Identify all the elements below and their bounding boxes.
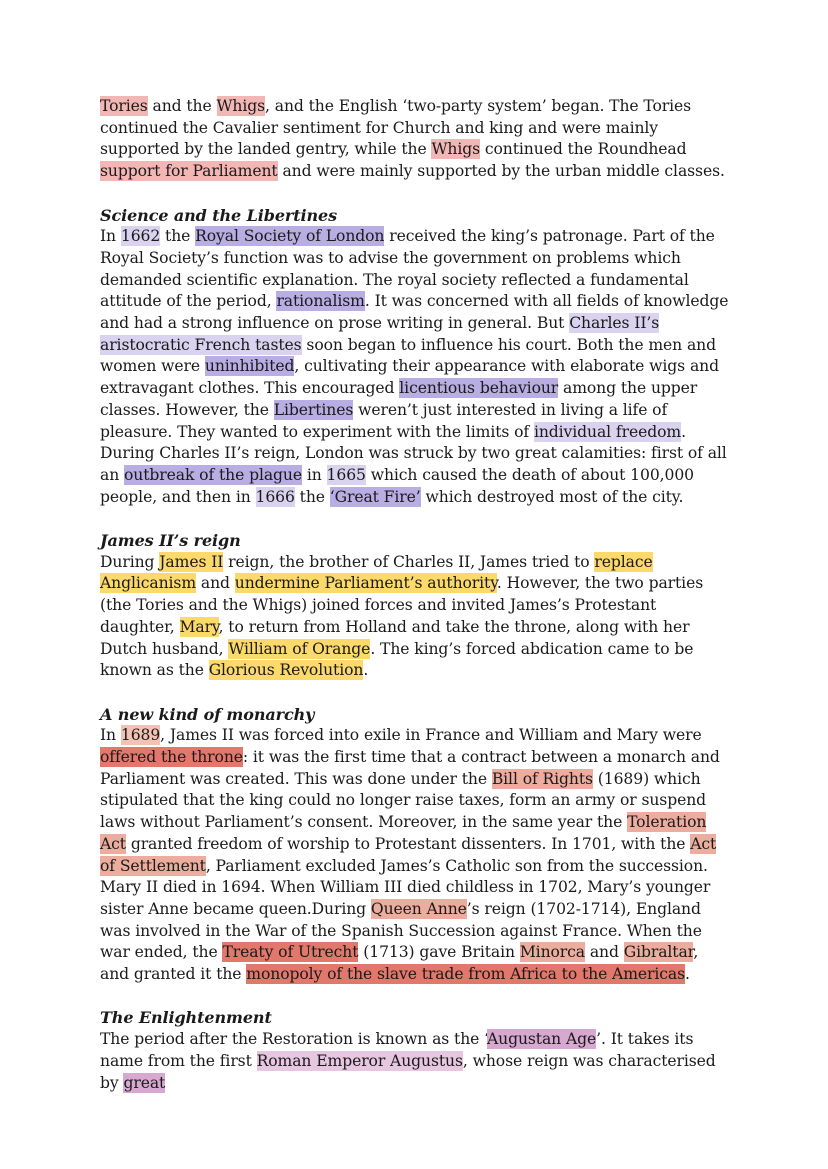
highlighted-term: Augustan Age (486, 1030, 597, 1049)
body-text: , cultivating their appearance with elaborate wigs and extravagant clothes. This encouraged (100, 357, 719, 398)
highlighted-term: Act of Settlement (100, 834, 717, 875)
body-text: reign, the brother of Charles II, James tried to (223, 552, 595, 571)
body-text: . (685, 965, 690, 984)
highlighted-term: undermine Parliament’s authority (234, 574, 497, 593)
body-text: , whose reign was characterised by (100, 1051, 716, 1092)
highlighted-term: 1666 (255, 487, 295, 506)
section-enlightenment (100, 1007, 730, 1094)
body-text: (1713) gave Britain (358, 943, 520, 962)
body-text: , to return from Holland and take the throne, along with her Dutch husband, (100, 617, 690, 658)
highlighted-term: Tories (100, 97, 148, 115)
section-tories-whigs (100, 96, 730, 183)
highlighted-term: Charles II’s aristocratic French tastes (100, 314, 660, 354)
highlighted-term: Mary (179, 617, 219, 636)
highlighted-term: individual freedom (533, 422, 682, 441)
body-text: and (196, 574, 235, 593)
highlighted-term: Treaty of Utrecht (222, 943, 359, 962)
body-text: In (100, 227, 121, 246)
highlighted-term: 1665 (326, 465, 366, 484)
section-body (100, 725, 730, 985)
body-text: . It was concerned with all fields of knowledge and had a strong influence on prose writing in general. But (100, 292, 729, 333)
body-text: The period after the Restoration is known as the ‘ (100, 1030, 487, 1049)
body-text: among the upper classes. However, the (100, 379, 698, 419)
body-text: and the (147, 97, 217, 115)
highlighted-term: 1662 (120, 227, 161, 246)
highlighted-term: Glorious Revolution (208, 661, 364, 680)
body-text: weren’t just interested in living a life of pleasure. They wanted to experiment with the limits of (100, 400, 668, 441)
body-text: During (100, 552, 160, 571)
highlighted-term: Libertines (273, 400, 354, 419)
highlighted-term: James II (159, 552, 224, 571)
body-text: . The king’s forced abdication came to be known as the (100, 639, 694, 680)
section-heading: James II’s reign (100, 531, 241, 551)
body-text: the (294, 487, 330, 506)
body-text: continued the Roundhead (480, 140, 687, 159)
body-text: and (584, 943, 624, 962)
highlighted-term: offered the throne (100, 748, 243, 767)
body-text: , and the English ‘two-party system’ began. The Tories continued the Cavalier sentiment for Church and king and were mainly supported by the landed gentry, while the (100, 97, 692, 159)
highlighted-term: uninhibited (204, 357, 295, 376)
highlighted-term: Gibraltar (623, 943, 694, 962)
body-text: granted freedom of worship to Protestant dissenters. In 1701, with the (125, 834, 691, 853)
body-text: the (160, 227, 196, 246)
highlighted-term: great (123, 1073, 166, 1092)
body-text: : it was the first time that a contract between a monarch and Parliament was created. This was done under the (100, 748, 720, 788)
section-science-libertines (100, 205, 730, 509)
body-text: ’. It takes its name from the first (100, 1030, 694, 1070)
body-text: ’s reign (1702-1714), England was involved in the War of the Spanish Succession against France. When the war ended, the (100, 899, 702, 962)
highlighted-term: Bill of Rights (491, 769, 593, 788)
highlighted-term: licentious behaviour (399, 379, 559, 398)
highlighted-term: Queen Anne (370, 899, 467, 918)
body-text: , Parliament excluded James’s Catholic son from the succession. Mary II died in 1694. When William III died childless in 1702, Mary’s younger sister Anne became queen.During (100, 856, 711, 918)
section-james-ii-reign (100, 530, 730, 682)
body-text: which caused the death of about 100,000 people, and then in (100, 465, 694, 506)
section-new-monarchy (100, 704, 730, 986)
body-text: . During Charles II’s reign, London was struck by two great calamities: first of all an (100, 422, 727, 484)
section-heading: The Enlightenment (100, 1008, 272, 1028)
highlighted-term: 1689 (120, 726, 161, 745)
highlighted-term: rationalism (276, 292, 365, 311)
highlighted-term: monopoly of the slave trade from Africa to the Americas (246, 965, 686, 984)
body-text: , James II was forced into exile in France and William and Mary were (160, 726, 702, 745)
body-text: . (363, 661, 369, 680)
section-heading: Science and the Libertines (100, 205, 338, 225)
document-page (100, 96, 730, 1116)
body-text: In (100, 726, 121, 745)
highlighted-term: Minorca (519, 943, 585, 962)
highlighted-term: Royal Society of London (195, 227, 385, 246)
highlighted-term: Whigs (216, 97, 266, 115)
body-text: which destroyed most of the city. (420, 487, 684, 506)
section-body (100, 96, 730, 183)
body-text: received the king’s patronage. Part of the Royal Society’s function was to advise the government on problems which demanded scientific explanation. The royal society reflected a fundamental attitude of the period, (100, 227, 715, 311)
body-text: soon began to influence his court. Both the men and women were (100, 335, 716, 376)
highlighted-term: support for Parliament (100, 162, 278, 181)
highlighted-term: Roman Emperor Augustus (256, 1051, 463, 1070)
body-text: , and granted it the (100, 943, 699, 984)
body-text: and were mainly supported by the urban middle classes. (277, 162, 725, 181)
highlighted-term: outbreak of the plague (124, 465, 302, 484)
highlighted-term: William of Orange (228, 639, 371, 658)
section-body (100, 552, 730, 682)
highlighted-term: ‘Great Fire’ (329, 487, 421, 506)
body-text: in (302, 465, 327, 484)
section-body (100, 1029, 730, 1094)
highlighted-term: replace Anglicanism (100, 552, 653, 593)
body-text: . However, the two parties (the Tories and the Whigs) joined forces and invited James’s Protestant daughter, (100, 574, 704, 636)
highlighted-term: Toleration Act (100, 813, 707, 853)
section-heading: A new kind of monarchy (100, 704, 315, 724)
section-body (100, 226, 730, 508)
highlighted-term: Whigs (431, 140, 481, 159)
body-text: (1689) which stipulated that the king could no longer raise taxes, form an army or suspend laws without Parliament’s consent. Moreover, in the same year the (100, 769, 707, 832)
